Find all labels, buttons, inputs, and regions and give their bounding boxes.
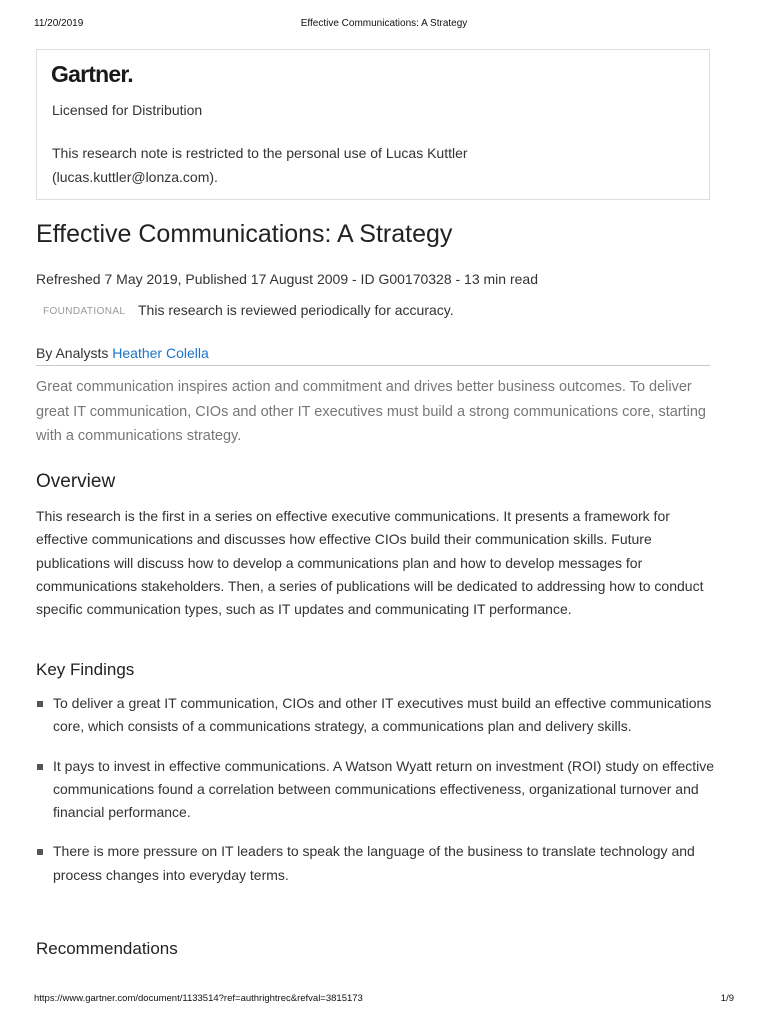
document-meta: Refreshed 7 May 2019, Published 17 August 2009 - ID G00170328 - 13 min read (36, 271, 538, 287)
finding-text: To deliver a great IT communication, CIOs and other IT executives must build an effective communications core, which consists of a communications strategy, a communications plan and delivery skills. (53, 695, 712, 735)
finding-text: It pays to invest in effective communications. A Watson Wyatt return on investment (ROI) study on effective communications found a correlation between communications effectiveness, organizational turnover and financial performance. (53, 757, 715, 821)
square-bullet-icon (37, 849, 43, 855)
print-date: 11/20/2019 (34, 18, 84, 29)
print-title: Effective Communications: A Strategy (300, 18, 468, 29)
summary-text: Great communication inspires action and commitment and drives better business outcomes. To deliver great IT communication, CIOs and other IT executives must build a strong communications core, starting with a communications strategy. (36, 379, 706, 444)
list-item (36, 692, 716, 739)
recommendations-heading: Recommendations (36, 939, 178, 958)
square-bullet-icon (37, 764, 43, 770)
analysts-prefix: By Analysts (36, 345, 109, 361)
list-item (36, 840, 716, 887)
print-header (34, 18, 734, 32)
print-footer (34, 993, 734, 1007)
finding-text: There is more pressure on IT leaders to speak the language of the business to translate technology and process changes into everyday terms. (53, 843, 695, 883)
key-findings-heading: Key Findings (36, 660, 135, 679)
overview-body: This research is the first in a series on effective executive communications. It presents a framework for effective communications and discusses how effective CIOs build their communication skills. Future publications will discuss how to develop a communications plan and how to develop messages for communications stakeholders. Then, a series of publications will be dedicated to addressing how to conduct specific communication types, such as IT updates and communicating IT performance. (36, 508, 704, 618)
gartner-logo[interactable] (51, 61, 133, 88)
license-box (36, 49, 710, 200)
license-label: Licensed for Distribution (52, 102, 203, 118)
overview-heading: Overview (36, 471, 116, 492)
analyst-link[interactable]: Heather Colella (112, 345, 209, 361)
square-bullet-icon (37, 701, 43, 707)
logo-text: Gartner (51, 61, 128, 87)
document-title: Effective Communications: A Strategy (36, 220, 453, 248)
page-number: 1/9 (720, 993, 734, 1004)
license-text: This research note is restricted to the personal use of Lucas Kuttler (lucas.kuttler@lonza.com). (52, 145, 468, 185)
logo-dot: . (127, 61, 133, 87)
list-item (36, 755, 716, 825)
key-findings-list (36, 692, 716, 903)
print-url: https://www.gartner.com/document/1133514?ref=authrightrec&refval=3815173 (34, 993, 363, 1004)
analysts-line (36, 345, 710, 366)
review-note: This research is reviewed periodically for accuracy. (138, 302, 454, 318)
foundational-badge: FOUNDATIONAL (43, 306, 126, 317)
